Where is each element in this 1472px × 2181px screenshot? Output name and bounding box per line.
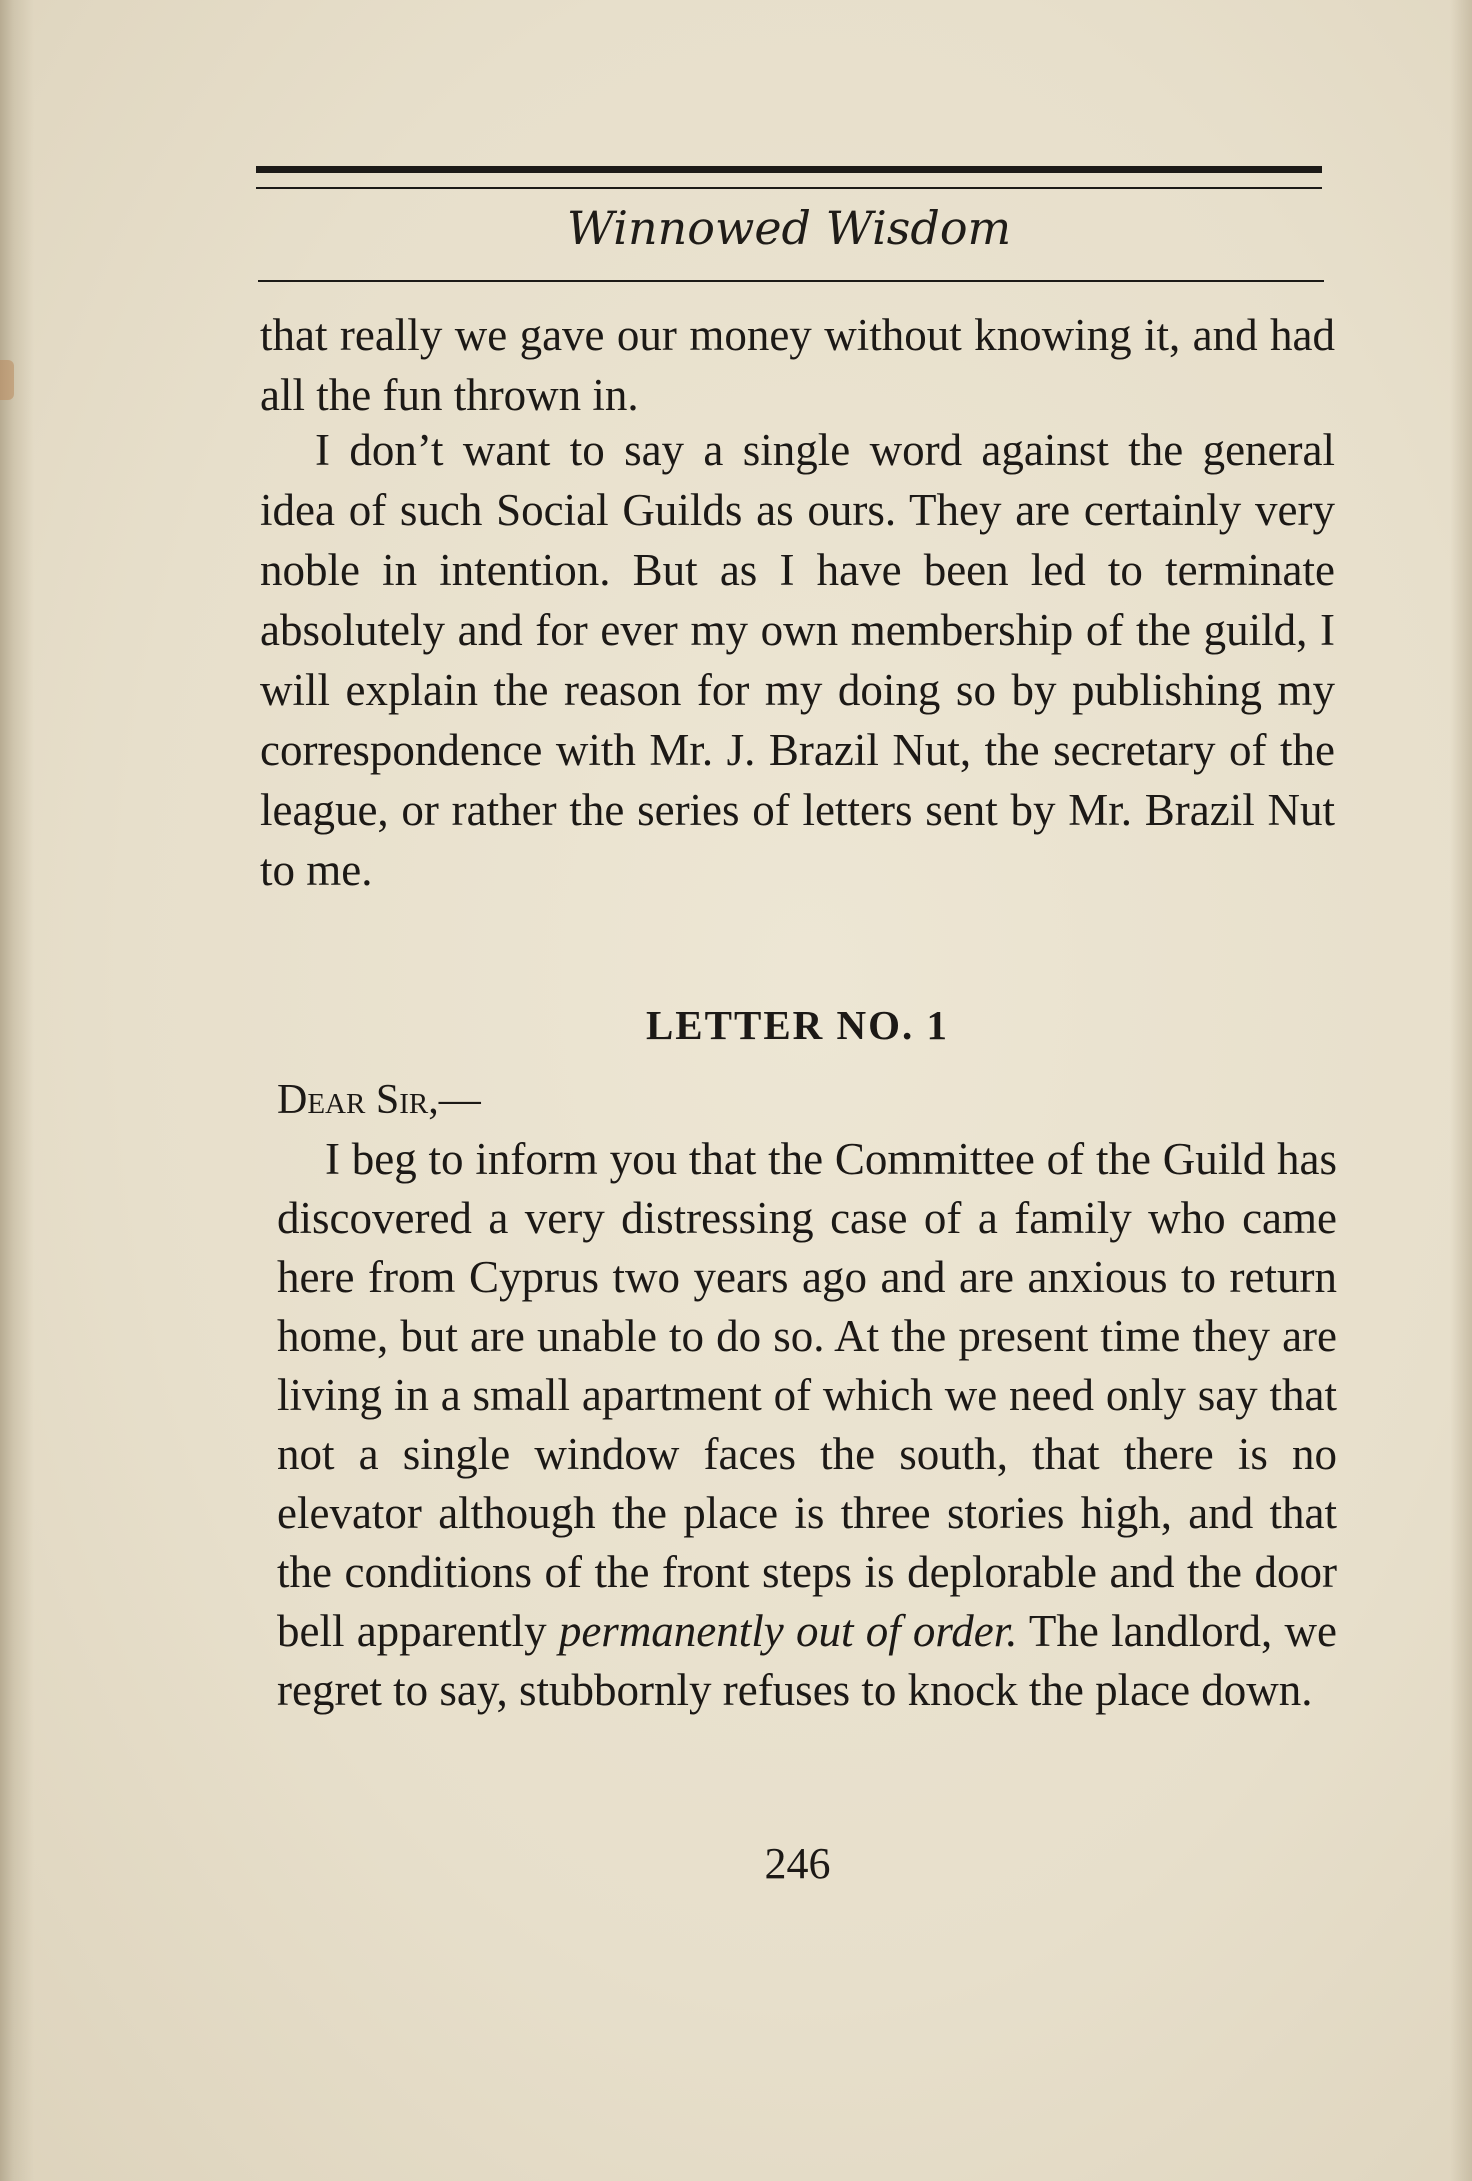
running-head: Winnowed Wisdom bbox=[566, 201, 1012, 255]
letter-body-text: I beg to inform you that the Committee of the Guild has discovered a very distressing case of a family who came here from Cyprus two years ago and are anxious to return home, but are unable to do so. At the present time they are living in a small apartment of which we need only say that not a single window faces the south, that there is no elevator although the place is three stories high, and that the conditions of the front steps is deplorable and the door bell apparently bbox=[277, 1134, 1337, 1656]
paragraph-continuation: that really we gave our money without knowing it, and had all the fun thrown in. bbox=[260, 310, 1335, 420]
page-number: 246 bbox=[764, 1839, 831, 1888]
letter-body-text-end: The landlord, we regret to say, stubbornly refuses to knock the place down. bbox=[277, 1606, 1337, 1715]
letter-heading: LETTER NO. 1 bbox=[645, 1002, 950, 1048]
letter-body bbox=[277, 1130, 1337, 1720]
header-rule-bottom bbox=[258, 280, 1324, 282]
letter-body-emphasis: permanently out of order. bbox=[558, 1606, 1018, 1656]
paper-stain bbox=[0, 360, 14, 400]
header-rule-thick bbox=[256, 166, 1322, 173]
paragraph-explanation: I don’t want to say a single word against the general idea of such Social Guilds as ours. They are certainly very noble in intention. But as I have been led to terminate absolutely and for ever my own membership of the guild, I will explain the reason for my doing so by publishing my correspondence with Mr. J. Brazil Nut, the secretary of the league, or rather the series of letters sent by Mr. Brazil Nut to me. bbox=[260, 425, 1335, 895]
header-rule-thin bbox=[256, 187, 1322, 189]
page-edge bbox=[1450, 0, 1472, 2181]
letter-salutation: Dear Sir,— bbox=[277, 1077, 481, 1123]
gutter-shadow bbox=[0, 0, 34, 2181]
